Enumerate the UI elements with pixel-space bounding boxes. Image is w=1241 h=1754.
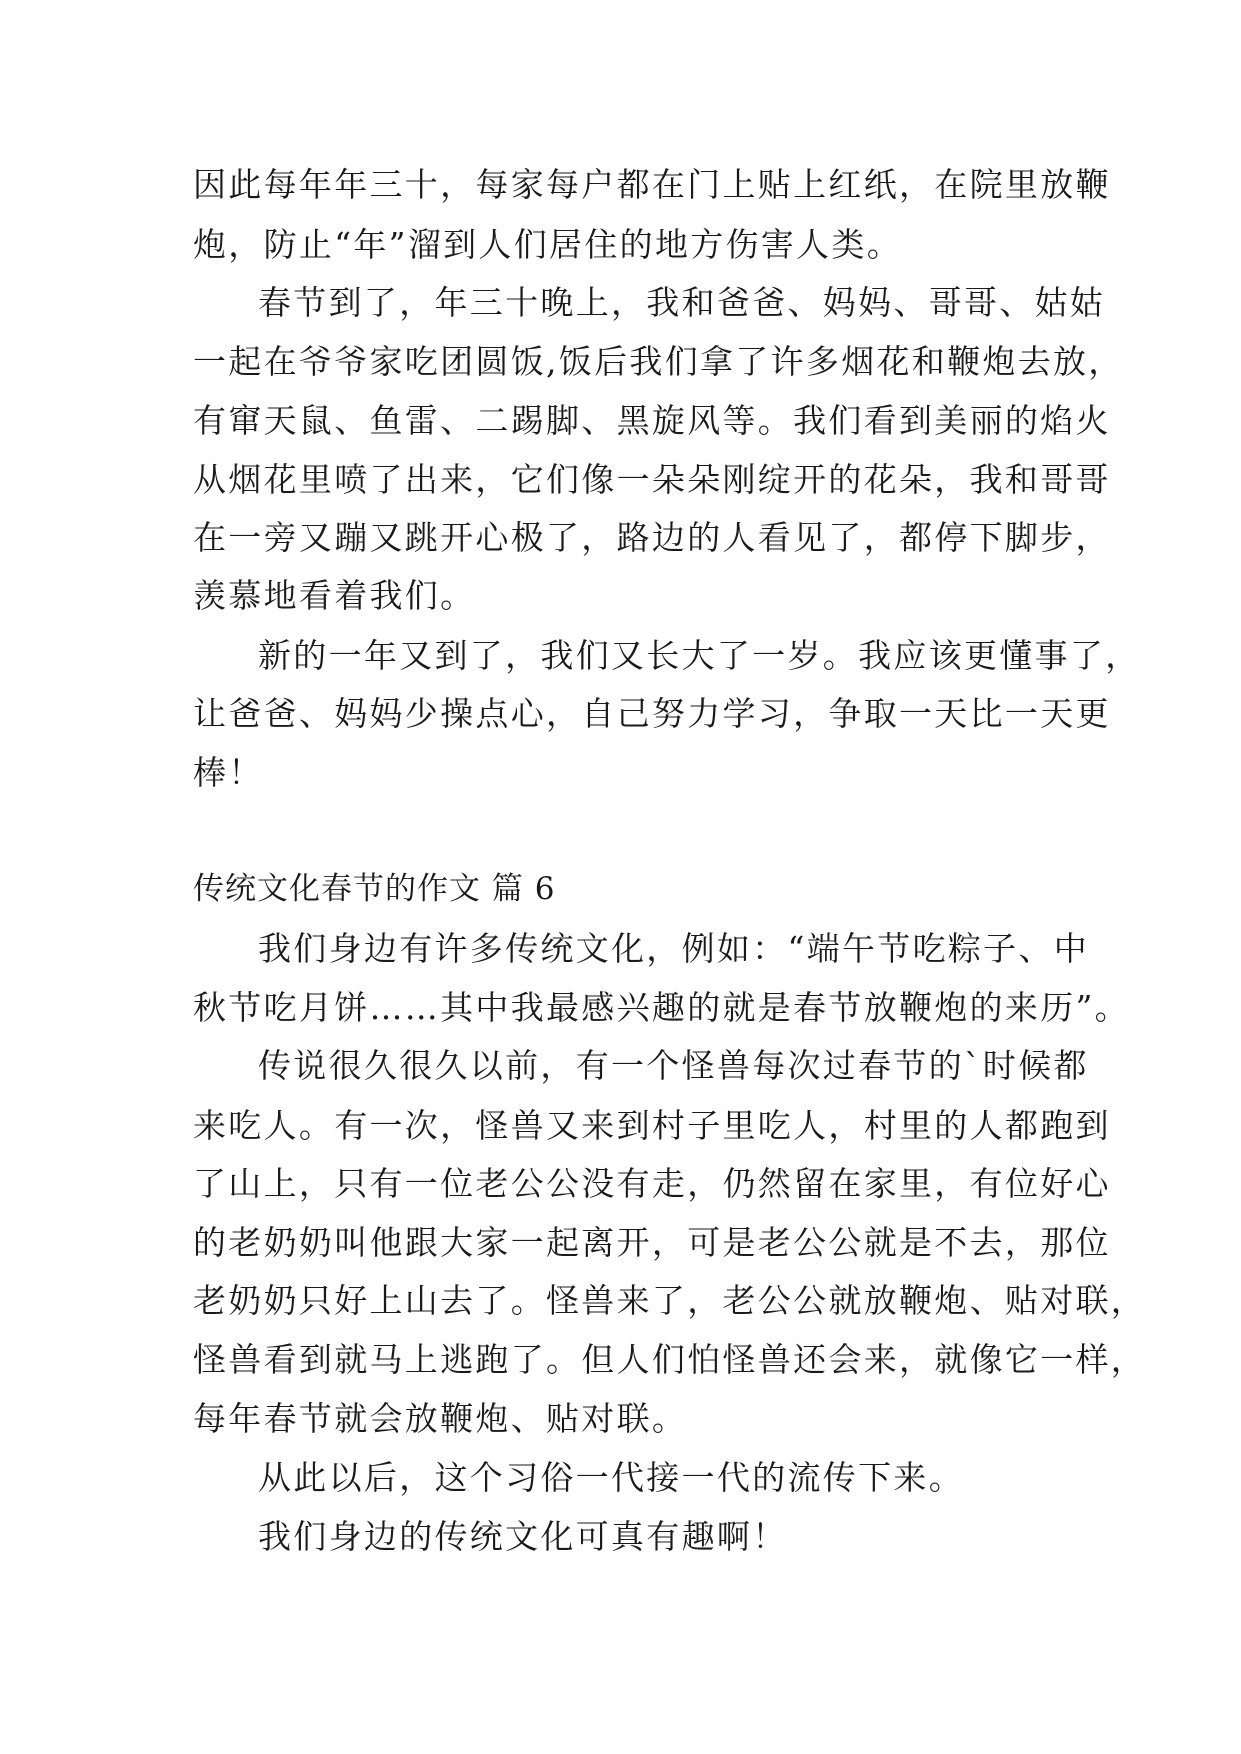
paragraph-line: 秋节吃月饼……其中我最感兴趣的就是春节放鞭炮的来历”。	[193, 988, 1130, 1027]
paragraph-line: 从此以后，这个习俗一代接一代的流传下来。	[258, 1458, 964, 1497]
paragraph-line: 在一旁又蹦又跳开心极了，路边的人看见了，都停下脚步，	[193, 518, 1111, 557]
section-heading: 传统文化春节的作文 篇 6	[193, 871, 556, 907]
paragraph-line: 老奶奶只好上山去了。怪兽来了，老公公就放鞭炮、贴对联，	[193, 1281, 1147, 1320]
paragraph-line: 新的一年又到了，我们又长大了一岁。我应该更懂事了，	[258, 636, 1141, 675]
paragraph-line: 从烟花里喷了出来，它们像一朵朵刚绽开的花朵，我和哥哥	[193, 460, 1111, 499]
paragraph-line: 让爸爸、妈妈少操点心，自己努力学习，争取一天比一天更	[193, 694, 1111, 733]
paragraph-line: 每年春节就会放鞭炮、贴对联。	[193, 1399, 688, 1438]
paragraph-line: 了山上，只有一位老公公没有走，仍然留在家里，有位好心	[193, 1164, 1111, 1203]
paragraph-line: 的老奶奶叫他跟大家一起离开，可是老公公就是不去，那位	[193, 1223, 1111, 1262]
paragraph-line: 我们身边有许多传统文化，例如：“端午节吃粽子、中	[258, 929, 1090, 968]
paragraph-line: 羡慕地看着我们。	[193, 576, 476, 615]
paragraph-line: 棒！	[193, 753, 264, 792]
paragraph-line: 有窜天鼠、鱼雷、二踢脚、黑旋风等。我们看到美丽的焰火	[193, 401, 1111, 440]
paragraph-line: 因此每年年三十，每家每户都在门上贴上红纸，在院里放鞭	[193, 165, 1111, 204]
paragraph-line: 怪兽看到就马上逃跑了。但人们怕怪兽还会来，就像它一样，	[193, 1340, 1147, 1379]
paragraph-line: 炮，防止“年”溜到人们居住的地方伤害人类。	[193, 225, 903, 264]
paragraph-line: 传说很久很久以前，有一个怪兽每次过春节的`时候都	[258, 1046, 1089, 1085]
paragraph-line: 我们身边的传统文化可真有趣啊！	[258, 1517, 788, 1556]
paragraph-line: 春节到了，年三十晚上，我和爸爸、妈妈、哥哥、姑姑	[258, 283, 1106, 322]
paragraph-line: 来吃人。有一次，怪兽又来到村子里吃人，村里的人都跑到	[193, 1106, 1111, 1145]
paragraph-line: 一起在爷爷家吃团圆饭,饭后我们拿了许多烟花和鞭炮去放，	[193, 342, 1124, 381]
